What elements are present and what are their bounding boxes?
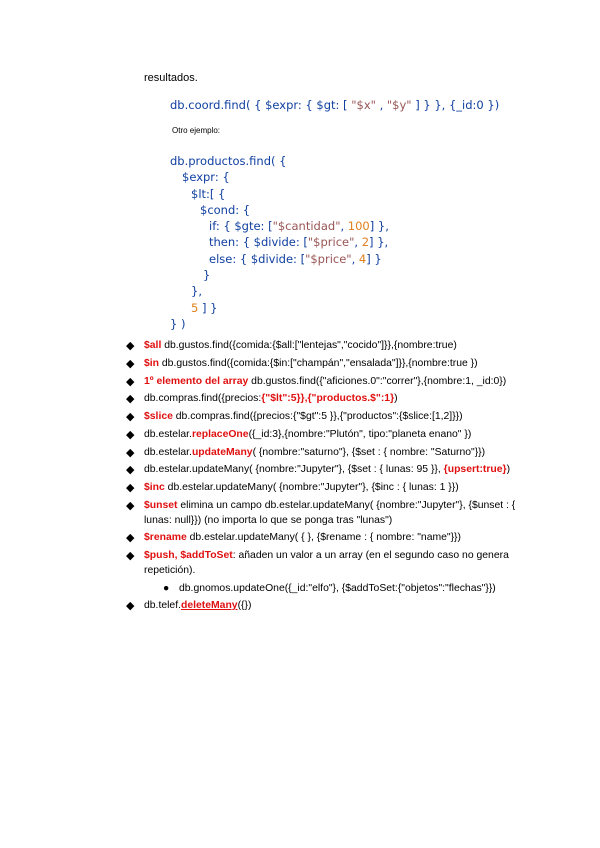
code-text: ] },	[369, 235, 389, 250]
code-string: "$price"	[305, 251, 352, 266]
code-text: },	[191, 284, 202, 299]
item-text: db.compras.find({precios:	[144, 393, 262, 405]
item-text: db.gustos.find({comida:{$in:["champán","ensalada"]}},{nombre:true })	[159, 357, 478, 369]
item-text: ( {nombre:"saturno"}, {$set : { nombre: "Saturno"}})	[252, 446, 486, 458]
code-string: "$x"	[351, 98, 376, 112]
item-text: ({_id:3},{nombre:"Plutón", tipo:"planeta enano" })	[248, 428, 472, 440]
diamond-bullet-icon: ◆	[126, 428, 135, 441]
diamond-bullet-icon: ◆	[126, 340, 135, 352]
item-text: db.gnomos.updateOne({_id:"elfo"}, {$addToSet:{"objetos":"flechas"}})	[179, 582, 496, 594]
code-text: $cond: {	[200, 202, 251, 217]
list-item	[126, 428, 536, 443]
list-item	[126, 357, 536, 372]
code-line	[170, 300, 389, 316]
code-text: then: { $divide: [	[209, 235, 308, 250]
code-text: ,	[354, 235, 362, 250]
code-number: 5	[191, 300, 199, 315]
operator-keyword: replaceOne	[191, 428, 249, 440]
item-text: )	[394, 393, 398, 405]
operator-keyword: updateMany	[191, 446, 253, 458]
operator-keyword: $all	[144, 340, 162, 351]
code-text: ] } }, {_id:0 })	[411, 98, 500, 112]
item-text: db.estelar.updateMany( {nombre:"Jupyter"}, {$set : { lunas: 95 }},	[144, 464, 441, 476]
code-line	[170, 169, 389, 185]
operator-keyword: $push, $addToSet	[144, 550, 233, 562]
operator-keyword: $rename	[144, 532, 187, 544]
list-item	[126, 339, 536, 354]
code-example-productos	[170, 153, 389, 332]
item-text: db.gustos.find({comida:{$all:["lentejas","cocido"]}},{nombre:true)	[161, 340, 457, 351]
code-text: db.productos.find	[170, 154, 272, 168]
code-text: ( { $expr: { $gt: [	[245, 98, 352, 112]
diamond-bullet-icon: ◆	[126, 600, 135, 613]
item-text: db.estelar.updateMany( {nombre:"Jupyter"}, {$inc : { lunas: 1 }})	[164, 482, 459, 494]
operator-keyword: $inc	[144, 482, 165, 494]
code-line	[170, 153, 389, 169]
list-item	[126, 375, 536, 390]
code-line	[170, 267, 389, 283]
diamond-bullet-icon: ◆	[126, 532, 135, 545]
item-text: db.estelar.	[144, 446, 192, 458]
code-string: "$cantidad"	[272, 219, 341, 234]
item-text: db.compras.find({precios:{"$gt":5 }},{"productos":{$slice:[1,2]}})	[172, 411, 463, 423]
code-text: ,	[375, 98, 387, 112]
list-item	[126, 599, 536, 614]
code-example-coord	[170, 98, 499, 112]
list-item	[126, 446, 536, 461]
diamond-bullet-icon: ◆	[126, 446, 135, 459]
dot-bullet-icon: ●	[163, 582, 170, 594]
diamond-bullet-icon: ◆	[126, 550, 135, 563]
diamond-bullet-icon: ◆	[126, 357, 135, 370]
note-text: Otro ejemplo:	[172, 126, 221, 135]
diamond-bullet-icon: ◆	[126, 464, 135, 477]
diamond-bullet-icon: ◆	[126, 500, 135, 513]
code-line	[170, 218, 389, 234]
code-text: ,	[351, 251, 359, 266]
operator-keyword: $slice	[144, 411, 173, 423]
list-item	[126, 481, 536, 496]
item-text: db.estelar.updateMany( { }, {$rename : { nombre: "name"}})	[186, 532, 461, 544]
code-text: ,	[340, 219, 348, 234]
code-keyword: if:	[209, 219, 220, 234]
item-text: db.gustos.find({"aficiones.0":"correr"},{nombre:1, _id:0})	[248, 375, 507, 387]
operator-keyword: $unset	[144, 500, 178, 512]
code-text: $expr: {	[182, 170, 230, 185]
list-item	[126, 410, 536, 425]
list-item	[126, 531, 536, 546]
operator-keyword: {upsert:true}	[443, 464, 507, 476]
operator-keyword: 1º elemento del array	[144, 375, 249, 387]
operator-keyword: deleteMany	[180, 600, 238, 612]
code-line	[170, 234, 389, 250]
list-item	[126, 392, 536, 407]
code-text: { $gte: [	[219, 219, 273, 234]
code-text: $lt:[ {	[191, 186, 226, 201]
code-string: "$price"	[307, 235, 355, 250]
diamond-bullet-icon: ◆	[126, 393, 135, 406]
code-text: ] }	[366, 251, 382, 266]
item-text: ({})	[237, 600, 252, 612]
code-line	[170, 283, 389, 299]
sub-list-item	[126, 582, 536, 597]
code-text: { $divide: [	[236, 251, 306, 266]
list-item	[126, 549, 536, 578]
code-line	[170, 251, 389, 267]
operator-keyword: {"$lt":5}},{"productos.$":1}	[261, 393, 395, 405]
item-text: db.estelar.	[144, 428, 192, 440]
code-line	[170, 186, 389, 202]
diamond-bullet-icon: ◆	[126, 482, 135, 495]
operator-list	[126, 339, 536, 617]
code-text: ] }	[198, 300, 218, 315]
item-text: )	[506, 464, 511, 476]
code-text: db.coord.find	[170, 98, 246, 112]
code-text: ] },	[369, 219, 389, 234]
diamond-bullet-icon: ◆	[126, 375, 135, 388]
item-text: db.telef.	[144, 600, 181, 612]
code-keyword: else:	[209, 251, 237, 266]
item-text: : añaden un valor a un array (en el segundo caso no genera repetición).	[144, 550, 509, 576]
code-string: "$y"	[386, 98, 412, 112]
code-number: 2	[361, 235, 370, 250]
code-number: 100	[347, 219, 370, 234]
code-line	[170, 202, 389, 218]
code-text: } )	[170, 316, 186, 331]
item-text: elimina un campo db.estelar.updateMany( {nombre:"Jupyter"}, {$unset : { lunas: null}}) (no importa lo que se ponga tras "lunas")	[144, 500, 516, 526]
code-number: 4	[358, 251, 367, 266]
list-item	[126, 499, 536, 528]
list-item	[126, 463, 536, 478]
intro-text: resultados.	[144, 72, 198, 84]
diamond-bullet-icon: ◆	[126, 411, 135, 424]
code-line	[170, 316, 389, 332]
code-text: }	[203, 268, 211, 283]
code-text: ( {	[271, 154, 287, 168]
operator-keyword: $in	[144, 357, 160, 369]
